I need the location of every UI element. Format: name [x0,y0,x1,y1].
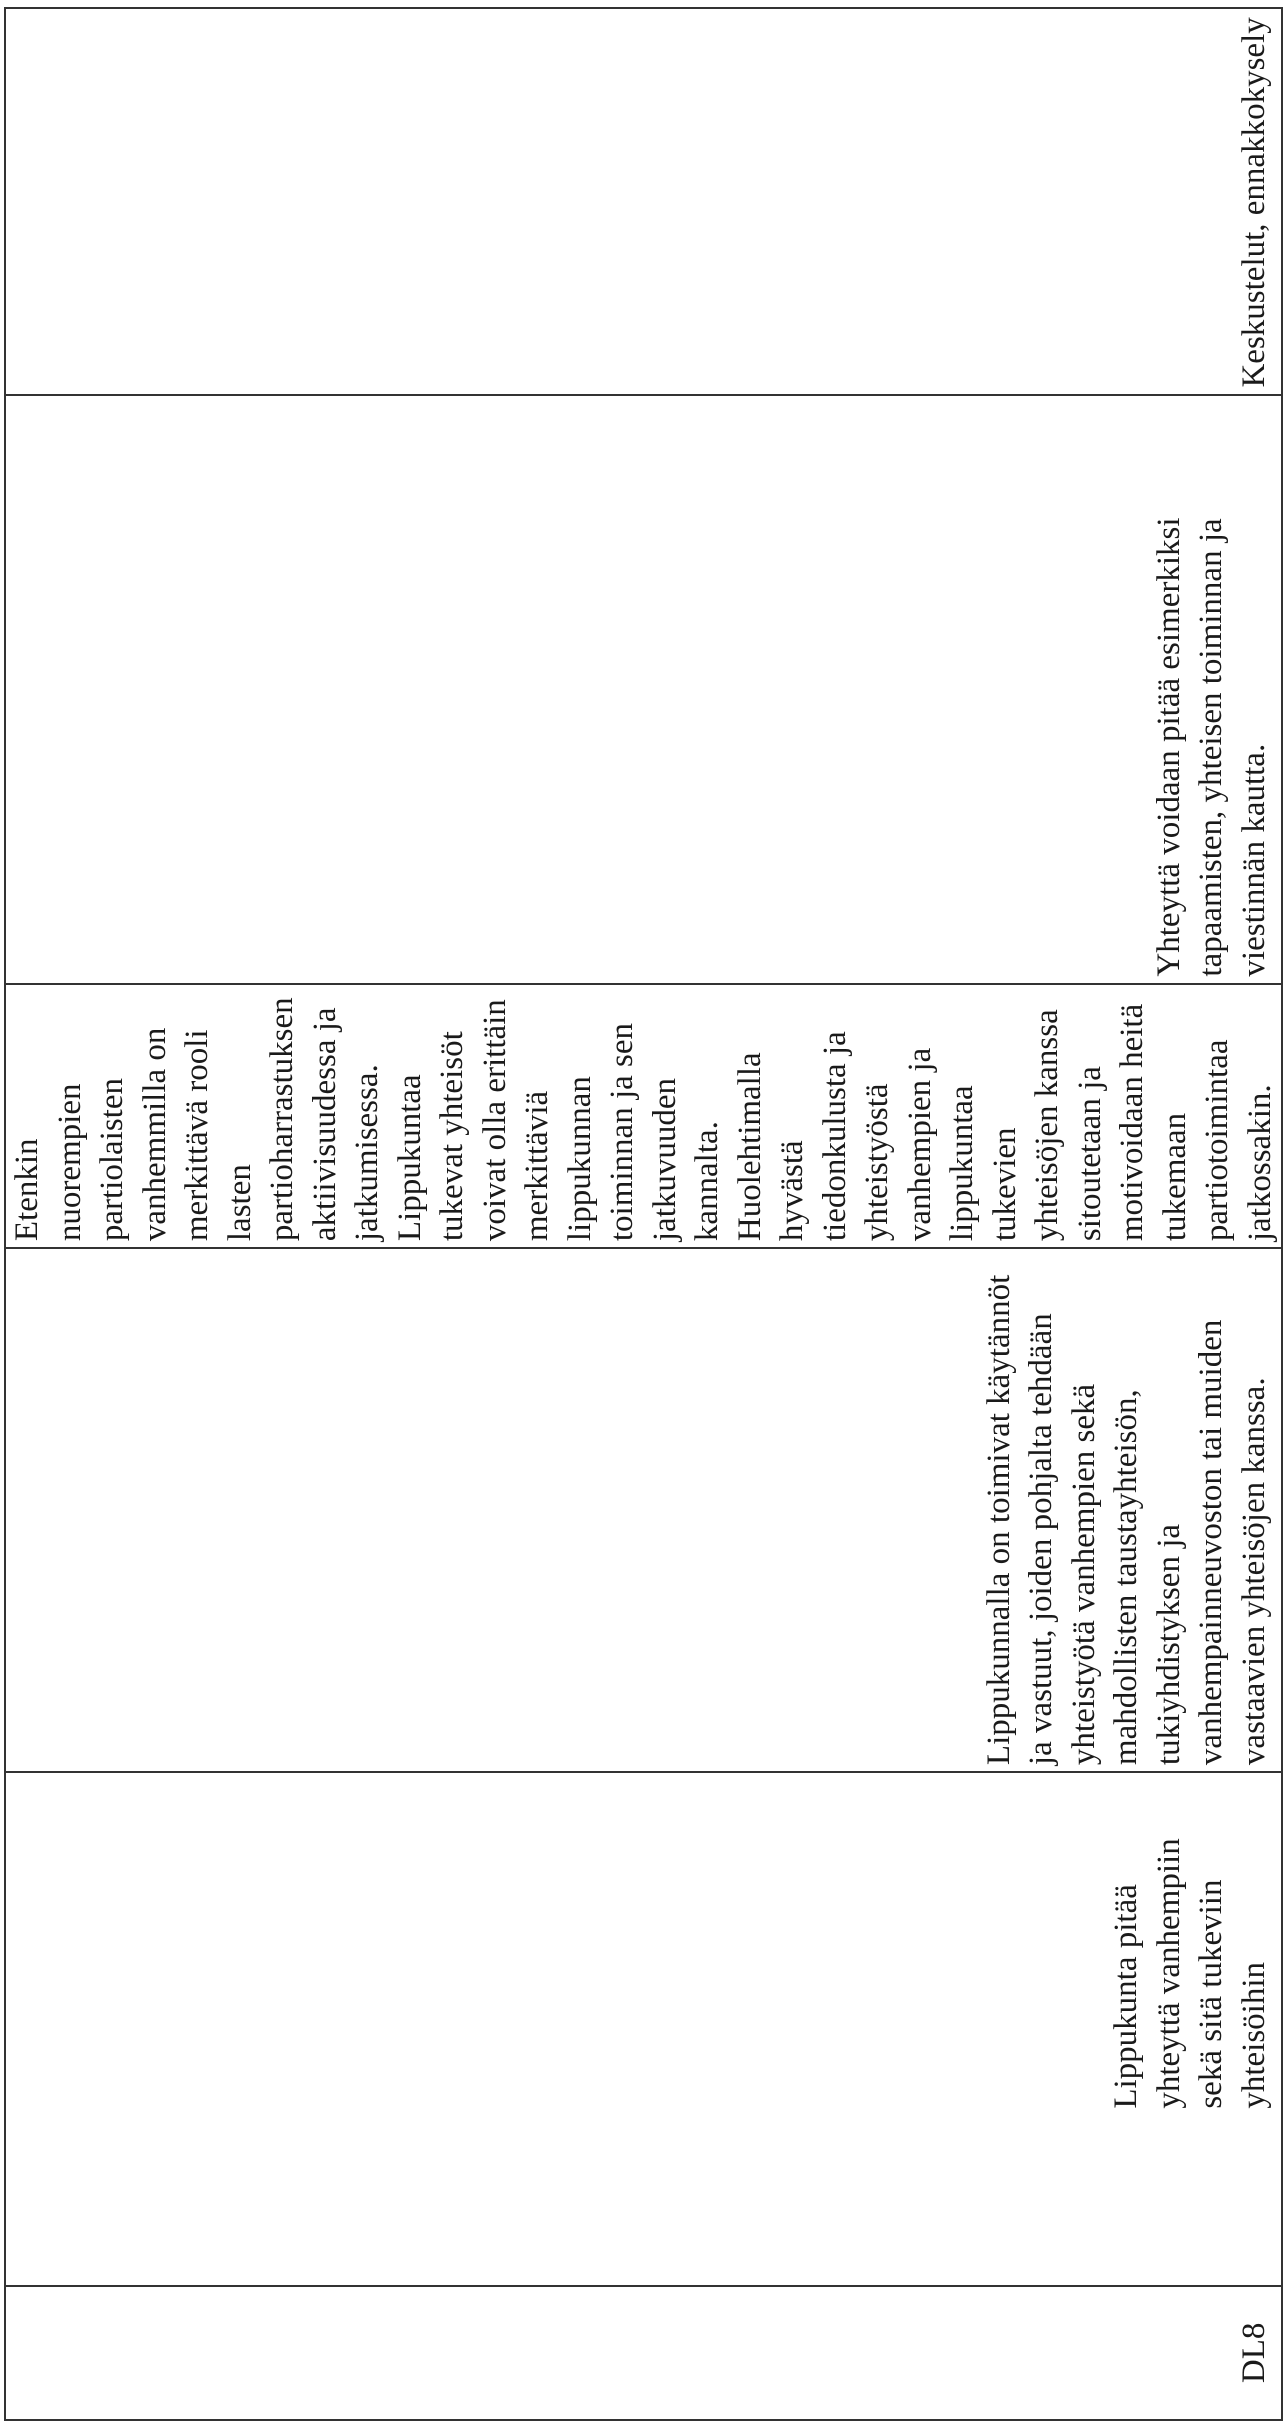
method-cell [5,8,1282,395]
practices-text: Lippukunnalla on toimivat käytännöt ja vastuut, joiden pohjalta tehdään yhteistyötä vanhempien sekä mahdollisten taustayhteisön, tukiyhdistyksen ja vanhempainneuvoston tai muiden vastaavien yhteisöjen kanssa. [980,1274,1272,1766]
method-text: Keskustelut, ennakkokysely [1235,17,1272,388]
description-text: Etenkin nuorempien partiolaisten vanhemmilla on merkittävä rooli lasten partioharrastuksen aktiivisuudessa ja jatkumisessa. Lippukuntaa tukevat yhteisöt voivat olla erittäin merkittäviä lippukunnan toiminnan ja sen jatkuvuuden kannalta. Huolehtimalla hyvästä tiedonkulusta ja yhteistyöstä vanhempien ja lippukuntaa tukevien yhteisöjen kanssa sitoutetaan ja motivoidaan heitä tukemaan partiotoimintaa jatkossakin. [9,997,1278,1242]
code-cell [5,2286,1282,2420]
description-cell [5,984,1282,1249]
criteria-table [4,7,1283,2421]
requirement-cell [5,1772,1282,2286]
contact-text: Yhteyttä voidaan pitää esimerkiksi tapaamisten, yhteisen toiminnan ja viestinnän kautta. [1150,517,1272,977]
requirement-text: Lippukunta pitää yhteyttä vanhempiin sekä sitä tukeviin yhteisöihin [1108,1838,1272,2109]
criterion-code: DL8 [1235,2322,1272,2384]
practices-cell [5,1248,1282,1772]
table-row [5,8,1282,2420]
contact-cell [5,395,1282,984]
